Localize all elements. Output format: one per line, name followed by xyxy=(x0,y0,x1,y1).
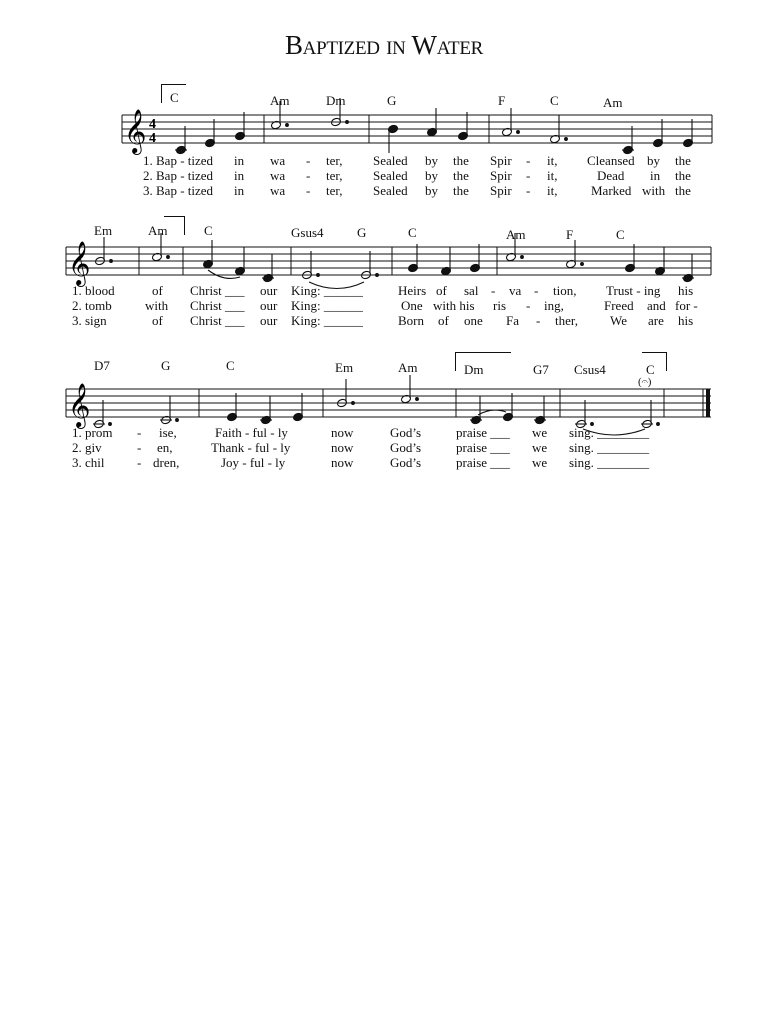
verse-3-syllable: Born xyxy=(398,313,424,328)
verse-2-syllable: ing, xyxy=(544,298,564,313)
verse-2-syllable: by xyxy=(425,168,438,183)
verse-3-syllable: Sealed xyxy=(373,183,408,198)
verse-1-syllable: the xyxy=(675,153,691,168)
verse-2-syllable: One xyxy=(401,298,423,313)
verse-2-syllable: - xyxy=(526,298,531,313)
verse-3-syllable: praise ___ xyxy=(456,455,510,470)
verse-1-syllable: 1. blood xyxy=(72,283,115,298)
verse-1-syllable: our xyxy=(260,283,278,298)
verse-2-syllable: 2. giv xyxy=(72,440,102,455)
verse-2-syllable: 2. tomb xyxy=(72,298,112,313)
verse-3-syllable: dren, xyxy=(153,455,180,470)
verse-1-syllable: we xyxy=(532,425,548,440)
verse-2-syllable: our xyxy=(260,298,278,313)
verse-1-syllable: 1. prom xyxy=(72,425,113,440)
verse-1-syllable: Faith - ful - ly xyxy=(215,425,288,440)
verse-2-syllable: for - xyxy=(675,298,698,313)
verse-3-syllable: the xyxy=(453,183,469,198)
verse-1-syllable: va xyxy=(509,283,522,298)
verse-3-syllable: Spir xyxy=(490,183,512,198)
chord: Dm xyxy=(326,93,346,108)
chord: C xyxy=(616,227,625,242)
chord: F xyxy=(566,227,574,242)
verse-3-syllable: the xyxy=(675,183,691,198)
verse-1-syllable: his xyxy=(678,283,694,298)
verse-2-syllable: - xyxy=(137,440,142,455)
verse-3-syllable: God’s xyxy=(390,455,422,470)
chord: C xyxy=(226,358,235,373)
verse-1-syllable: Trust - ing xyxy=(606,283,661,298)
chord: G7 xyxy=(533,362,549,377)
chord: Am xyxy=(398,360,418,375)
chord: D7 xyxy=(94,358,110,373)
chord: Csus4 xyxy=(574,362,606,377)
song-title: Baptized in Water xyxy=(284,30,484,60)
chord: G xyxy=(387,93,397,108)
verse-2-syllable: Dead xyxy=(597,168,625,183)
verse-3-syllable: ter, xyxy=(326,183,343,198)
verse-3-syllable: King: ______ xyxy=(291,313,363,328)
verse-1-syllable: 1. Bap - tized xyxy=(143,153,214,168)
verse-2-syllable: Thank - ful - ly xyxy=(211,440,291,455)
chord: Am xyxy=(506,227,526,242)
verse-3-syllable: sing. ________ xyxy=(569,455,650,470)
verse-2-syllable: it, xyxy=(547,168,558,183)
verse-1-syllable: the xyxy=(453,153,469,168)
verse-3-syllable: Fa xyxy=(506,313,519,328)
treble-clef-icon: 𝄞 xyxy=(124,111,147,153)
verse-3-syllable: - xyxy=(137,455,142,470)
verse-2-syllable: Freed xyxy=(604,298,634,313)
verse-1-syllable: sing. ________ xyxy=(569,425,650,440)
verse-3-syllable: it, xyxy=(547,183,558,198)
chord: Em xyxy=(94,223,113,238)
verse-1-syllable: - xyxy=(534,283,539,298)
verse-2-syllable: we xyxy=(532,440,548,455)
verse-1-syllable: Sealed xyxy=(373,153,408,168)
chord: Gsus4 xyxy=(291,225,324,240)
music-staff xyxy=(0,379,768,429)
verse-3-syllable: - xyxy=(306,183,311,198)
time-sig-bottom: 4 xyxy=(149,131,156,146)
verse-3-syllable: one xyxy=(464,313,483,328)
verse-2-syllable: now xyxy=(331,440,354,455)
verse-1-syllable: in xyxy=(234,153,245,168)
treble-clef-icon: 𝄞 xyxy=(68,385,91,427)
verse-1-syllable: sal xyxy=(464,283,479,298)
verse-1-syllable: ter, xyxy=(326,153,343,168)
verse-2-syllable: with xyxy=(145,298,169,313)
verse-1-syllable: of xyxy=(152,283,163,298)
verse-2-syllable: the xyxy=(453,168,469,183)
fermata-icon: (𝄐) xyxy=(638,376,652,388)
chord: C xyxy=(170,90,179,105)
verse-2-syllable: sing. ________ xyxy=(569,440,650,455)
verse-1-syllable: Cleansed xyxy=(587,153,635,168)
verse-2-syllable: in xyxy=(650,168,661,183)
verse-3-syllable: 3. sign xyxy=(72,313,107,328)
chord: C xyxy=(204,223,213,238)
time-sig-top: 4 xyxy=(149,117,156,132)
verse-2-syllable: and xyxy=(647,298,666,313)
verse-2-syllable: in xyxy=(234,168,245,183)
verse-3-syllable: Christ ___ xyxy=(190,313,245,328)
verse-2-syllable: wa xyxy=(270,168,286,183)
verse-1-syllable: praise ___ xyxy=(456,425,510,440)
verse-2-syllable: praise ___ xyxy=(456,440,510,455)
chord: Em xyxy=(335,360,354,375)
verse-2-syllable: God’s xyxy=(390,440,422,455)
verse-1-syllable: Christ ___ xyxy=(190,283,245,298)
verse-3-syllable: we xyxy=(532,455,548,470)
verse-3-syllable: of xyxy=(152,313,163,328)
verse-3-syllable: - xyxy=(526,183,531,198)
verse-1-syllable: - xyxy=(491,283,496,298)
verse-1-syllable: - xyxy=(526,153,531,168)
verse-1-syllable: by xyxy=(647,153,660,168)
verse-3-syllable: now xyxy=(331,455,354,470)
verse-3-syllable: in xyxy=(234,183,245,198)
chord: C xyxy=(408,225,417,240)
verse-3-syllable: of xyxy=(438,313,449,328)
verse-2-syllable: - xyxy=(526,168,531,183)
chord: Am xyxy=(148,223,168,238)
verse-3-syllable: with xyxy=(642,183,666,198)
verse-1-syllable: it, xyxy=(547,153,558,168)
verse-3-syllable: our xyxy=(260,313,278,328)
verse-1-syllable: ise, xyxy=(159,425,177,440)
verse-1-syllable: by xyxy=(425,153,438,168)
verse-1-syllable: Spir xyxy=(490,153,512,168)
chord: G xyxy=(357,225,367,240)
verse-2-syllable: Sealed xyxy=(373,168,408,183)
chord: Dm xyxy=(464,362,484,377)
verse-2-syllable: - xyxy=(306,168,311,183)
verse-1-syllable: tion, xyxy=(553,283,577,298)
verse-1-syllable: Heirs xyxy=(398,283,427,298)
verse-2-syllable: ris xyxy=(493,298,506,313)
verse-2-syllable: en, xyxy=(157,440,173,455)
verse-1-syllable: - xyxy=(306,153,311,168)
chord: Am xyxy=(270,93,290,108)
verse-1-syllable: God’s xyxy=(390,425,422,440)
verse-3-syllable: Marked xyxy=(591,183,632,198)
verse-2-syllable: Christ ___ xyxy=(190,298,245,313)
verse-3-syllable: Joy - ful - ly xyxy=(221,455,286,470)
verse-2-syllable: Spir xyxy=(490,168,512,183)
music-staff xyxy=(0,105,768,155)
verse-2-syllable: with his xyxy=(433,298,475,313)
verse-1-syllable: of xyxy=(436,283,447,298)
verse-3-syllable: by xyxy=(425,183,438,198)
verse-2-syllable: ter, xyxy=(326,168,343,183)
verse-1-syllable: King: ______ xyxy=(291,283,363,298)
verse-3-syllable: 3. Bap - tized xyxy=(143,183,214,198)
verse-3-syllable: wa xyxy=(270,183,286,198)
chord: C xyxy=(550,93,559,108)
music-staff xyxy=(0,237,768,287)
chord: Am xyxy=(603,95,623,110)
chord: F xyxy=(498,93,506,108)
verse-3-syllable: ther, xyxy=(555,313,578,328)
verse-1-syllable: now xyxy=(331,425,354,440)
verse-2-syllable: 2. Bap - tized xyxy=(143,168,214,183)
verse-3-syllable: 3. chil xyxy=(72,455,105,470)
verse-1-syllable: wa xyxy=(270,153,286,168)
chord: G xyxy=(161,358,171,373)
verse-3-syllable: his xyxy=(678,313,694,328)
chord: C xyxy=(646,362,655,377)
treble-clef-icon: 𝄞 xyxy=(68,243,91,285)
verse-3-syllable: - xyxy=(536,313,541,328)
verse-3-syllable: are xyxy=(648,313,664,328)
verse-2-syllable: King: ______ xyxy=(291,298,363,313)
verse-2-syllable: the xyxy=(675,168,691,183)
verse-3-syllable: We xyxy=(610,313,627,328)
verse-1-syllable: - xyxy=(137,425,142,440)
